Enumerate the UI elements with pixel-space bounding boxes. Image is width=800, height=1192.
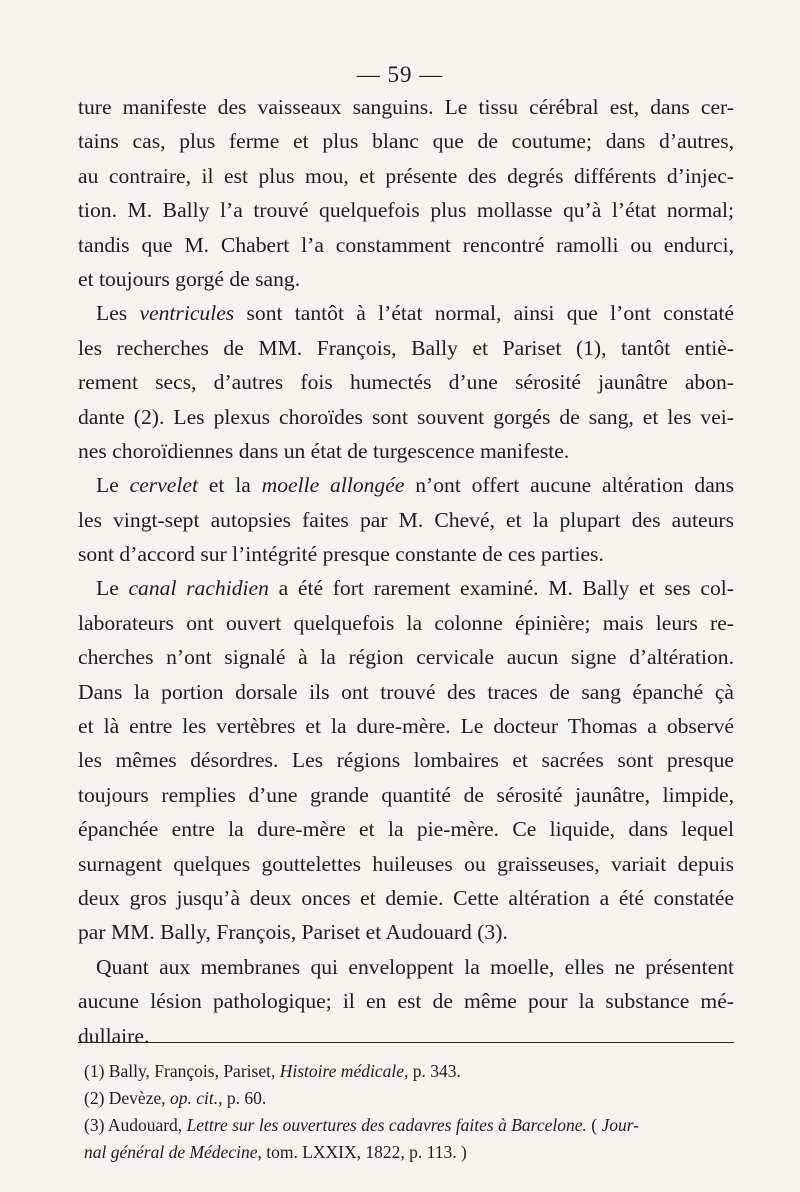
text-line: et toujours gorgé de sang. xyxy=(78,266,301,291)
text-line: et là entre les vertèbres et la dure-mère. Le docteur Thomas a observé xyxy=(78,714,734,739)
text-line: au contraire, il est plus mou, et présente des degrés différents d’injec- xyxy=(78,163,734,188)
text-line: tains cas, plus ferme et plus blanc que de coutume; dans d’autres, xyxy=(78,129,734,154)
text-line: sont d’accord sur l’intégrité presque constante de ces parties. xyxy=(78,542,604,567)
paragraph-ventricles-start xyxy=(78,296,734,330)
text-run: p. 60. xyxy=(222,1088,267,1108)
text-line: surnagent quelques gouttelettes huileuses ou graisseuses, variait depuis xyxy=(78,851,734,876)
italic-title: Jour- xyxy=(601,1115,640,1135)
footnote-2 xyxy=(84,1085,736,1112)
paragraph-canal-start xyxy=(78,571,734,605)
text-line: cherches n’ont signalé à la région cervicale aucun signe d’altération. xyxy=(78,645,734,670)
italic-title: Lettre sur les ouvertures des cadavres faites à Barcelone. xyxy=(186,1115,587,1135)
italic-term: cervelet xyxy=(129,473,198,498)
text-line: nes choroïdiennes dans un état de turgescence manifeste. xyxy=(78,438,570,463)
italic-term: canal rachidien xyxy=(128,576,269,601)
text-run: Le xyxy=(96,576,129,601)
text-run: et la xyxy=(197,473,262,498)
text-line: les mêmes désordres. Les régions lombaires et sacrées sont presque xyxy=(78,748,734,773)
text-line: épanchée entre la dure-mère et la pie-mère. Ce liquide, dans lequel xyxy=(78,817,734,842)
footnote-3 xyxy=(84,1112,736,1139)
italic-term: moelle allongée xyxy=(261,473,405,498)
text-run: (3) Audouard, xyxy=(84,1115,187,1135)
text-line: les recherches de MM. François, Bally et Pariset (1), tantôt entiè- xyxy=(78,335,734,360)
text-run: (1) Bally, François, Pariset, xyxy=(84,1061,280,1081)
italic-title: op. cit., xyxy=(170,1088,223,1108)
text-line: aucune lésion pathologique; il en est de même pour la substance mé- xyxy=(78,989,734,1014)
text-run: Les xyxy=(96,301,140,326)
footnote-1 xyxy=(84,1058,736,1085)
text-line: ture manifeste des vaisseaux sanguins. Le tissu cérébral est, dans cer- xyxy=(78,95,734,119)
text-run: Le xyxy=(96,473,130,498)
text-run: sont tantôt à l’état normal, ainsi que l’ont constaté xyxy=(234,301,734,326)
text-line: Quant aux membranes qui enveloppent la moelle, elles ne présentent xyxy=(96,954,734,979)
italic-title: nal général de Médecine xyxy=(84,1142,258,1162)
text-line: dante (2). Les plexus choroïdes sont souvent gorgés de sang, et les vei- xyxy=(78,404,734,429)
text-run: a été fort rarement examiné. M. Bally et ses col- xyxy=(268,576,734,601)
italic-term: ventricules xyxy=(139,301,235,326)
text-line: tandis que M. Chabert l’a constamment rencontré ramolli ou endurci, xyxy=(78,232,734,257)
text-run: , tom. LXXIX, 1822, p. 113. ) xyxy=(257,1142,467,1162)
footnotes xyxy=(84,1058,736,1166)
text-run: p. 343. xyxy=(408,1061,461,1081)
text-line: laborateurs ont ouvert quelquefois la colonne épinière; mais leurs re- xyxy=(78,610,734,635)
paragraph-cervelet-start xyxy=(78,468,734,502)
text-line: rement secs, d’autres fois humectés d’une sérosité jaunâtre abon- xyxy=(78,370,734,395)
italic-title: Histoire médicale, xyxy=(279,1061,409,1081)
text-line: toujours remplies d’une grande quantité de sérosité jaunâtre, limpide, xyxy=(78,782,734,807)
text-line: les vingt-sept autopsies faites par M. Chevé, et la plupart des auteurs xyxy=(78,507,734,532)
body-text xyxy=(78,90,734,1053)
text-run: n’ont offert aucune altération dans xyxy=(404,473,734,498)
text-line: dullaire. xyxy=(78,1023,150,1048)
text-line: par MM. Bally, François, Pariset et Audouard (3). xyxy=(78,920,508,945)
text-run: ( xyxy=(586,1115,602,1135)
footnote-divider xyxy=(78,1042,734,1043)
text-line: Dans la portion dorsale ils ont trouvé des traces de sang épanché çà xyxy=(78,679,734,704)
text-run: (2) Devèze, xyxy=(84,1088,170,1108)
text-line: tion. M. Bally l’a trouvé quelquefois plus mollasse qu’à l’état normal; xyxy=(78,198,734,223)
text-line: deux gros jusqu’à deux onces et demie. Cette altération a été constatée xyxy=(78,885,734,910)
footnote-3-continued xyxy=(84,1139,736,1166)
page-number: — 59 — xyxy=(356,62,444,87)
